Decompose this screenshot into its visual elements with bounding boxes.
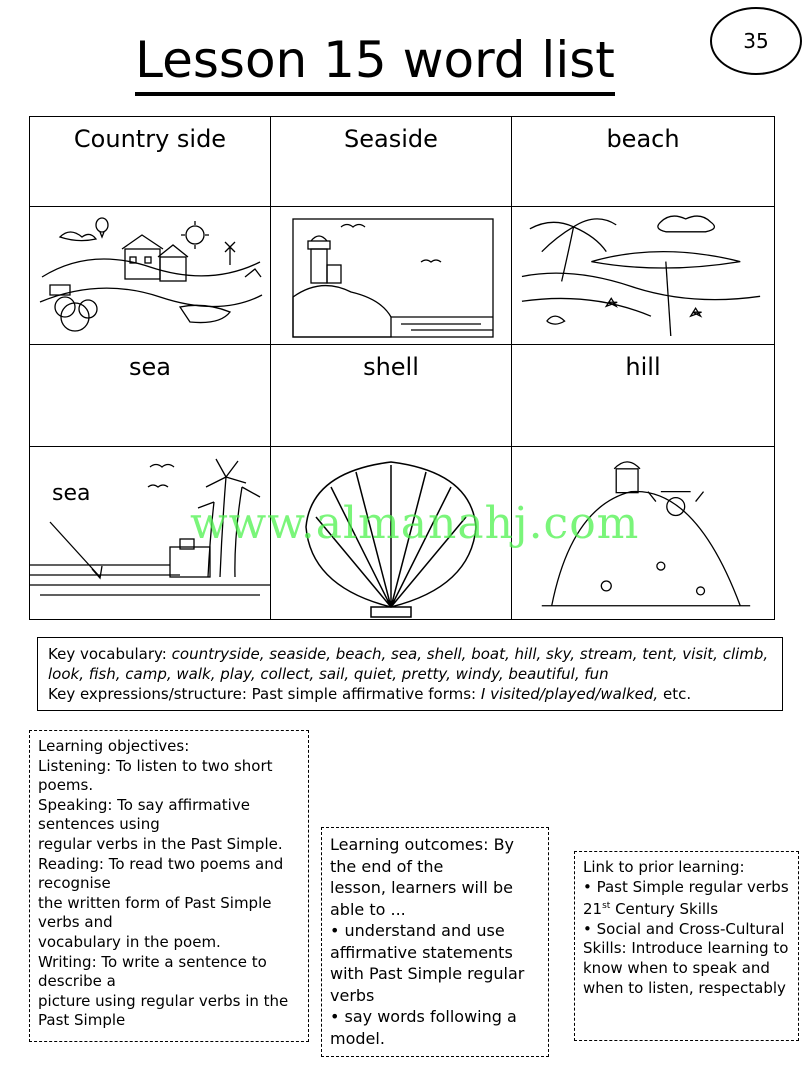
picture-cell — [271, 207, 512, 345]
page-title: Lesson 15 word list — [135, 30, 615, 96]
objective-line: the written form of Past Simple verbs and — [38, 893, 272, 932]
word-country-side: Country side — [73, 125, 227, 153]
objective-line: Reading: To read two poems and recognise — [38, 854, 284, 893]
key-vocabulary-box — [37, 637, 783, 711]
objective-line: Speaking: To say affirmative sentences using — [38, 795, 250, 834]
beach-illustration — [512, 207, 774, 343]
century-number: 21 — [583, 900, 603, 919]
prior-item: • Social and Cross-Cultural Skills: Introduce learning to know when to speak and when to listen, respectably — [583, 919, 789, 997]
outcome-line: • understand and use affirmative statements with Past Simple regular verbs — [330, 921, 525, 1005]
century-text: Century Skills — [610, 900, 719, 919]
objectives-heading: Learning objectives: — [38, 737, 190, 755]
word-hill: hill — [625, 353, 661, 381]
century-skills — [583, 897, 790, 920]
century-suffix: st — [602, 901, 611, 912]
word-sea: sea — [129, 353, 171, 381]
word-cell — [271, 117, 512, 207]
key-vocabulary-label: Key vocabulary: — [48, 645, 167, 663]
prior-heading: Link to prior learning: — [583, 858, 745, 876]
word-beach: beach — [606, 125, 680, 153]
outcome-line: lesson, learners will be able to ... — [330, 878, 513, 919]
page-number: 35 — [710, 7, 802, 75]
learning-outcomes-box — [321, 827, 549, 1057]
prior-learning-box — [574, 851, 799, 1041]
objective-line: Listening: To listen to two short poems. — [38, 756, 273, 795]
picture-cell — [512, 207, 775, 345]
learning-objectives-box — [29, 730, 309, 1042]
key-structure-label: Key expressions/structure: Past simple affirmative forms: — [48, 685, 477, 703]
sea-picture-label: sea — [52, 481, 91, 506]
word-shell: shell — [363, 353, 419, 381]
objective-line: picture using regular verbs in the Past Simple — [38, 991, 289, 1030]
word-cell — [512, 345, 775, 447]
lighthouse-illustration — [271, 207, 511, 344]
word-cell — [271, 345, 512, 447]
key-structure-tail: etc. — [658, 685, 692, 703]
objective-line: Writing: To write a sentence to describe a — [38, 952, 267, 991]
picture-cell — [30, 207, 271, 345]
watermark: www.almanahj.com — [190, 498, 640, 549]
key-structure-example: I visited/played/walked, — [480, 685, 659, 703]
word-cell — [512, 117, 775, 207]
objective-line: vocabulary in the poem. — [38, 932, 221, 951]
key-vocabulary-words: countryside, seaside, beach, sea, shell, boat, hill, sky, stream, tent, visit, climb, look, fish, camp, walk, play, collect, sail, quiet, pretty, windy, beautiful, fun — [48, 645, 769, 683]
outcomes-heading: Learning outcomes: By the end of the — [330, 835, 515, 876]
objective-line: regular verbs in the Past Simple. — [38, 834, 283, 853]
word-seaside: Seaside — [344, 125, 438, 153]
prior-item: • Past Simple regular verbs — [583, 877, 789, 896]
word-cell — [30, 345, 271, 447]
outcome-line: • say words following a model. — [330, 1007, 517, 1048]
word-cell — [30, 117, 271, 207]
countryside-illustration — [30, 207, 270, 344]
